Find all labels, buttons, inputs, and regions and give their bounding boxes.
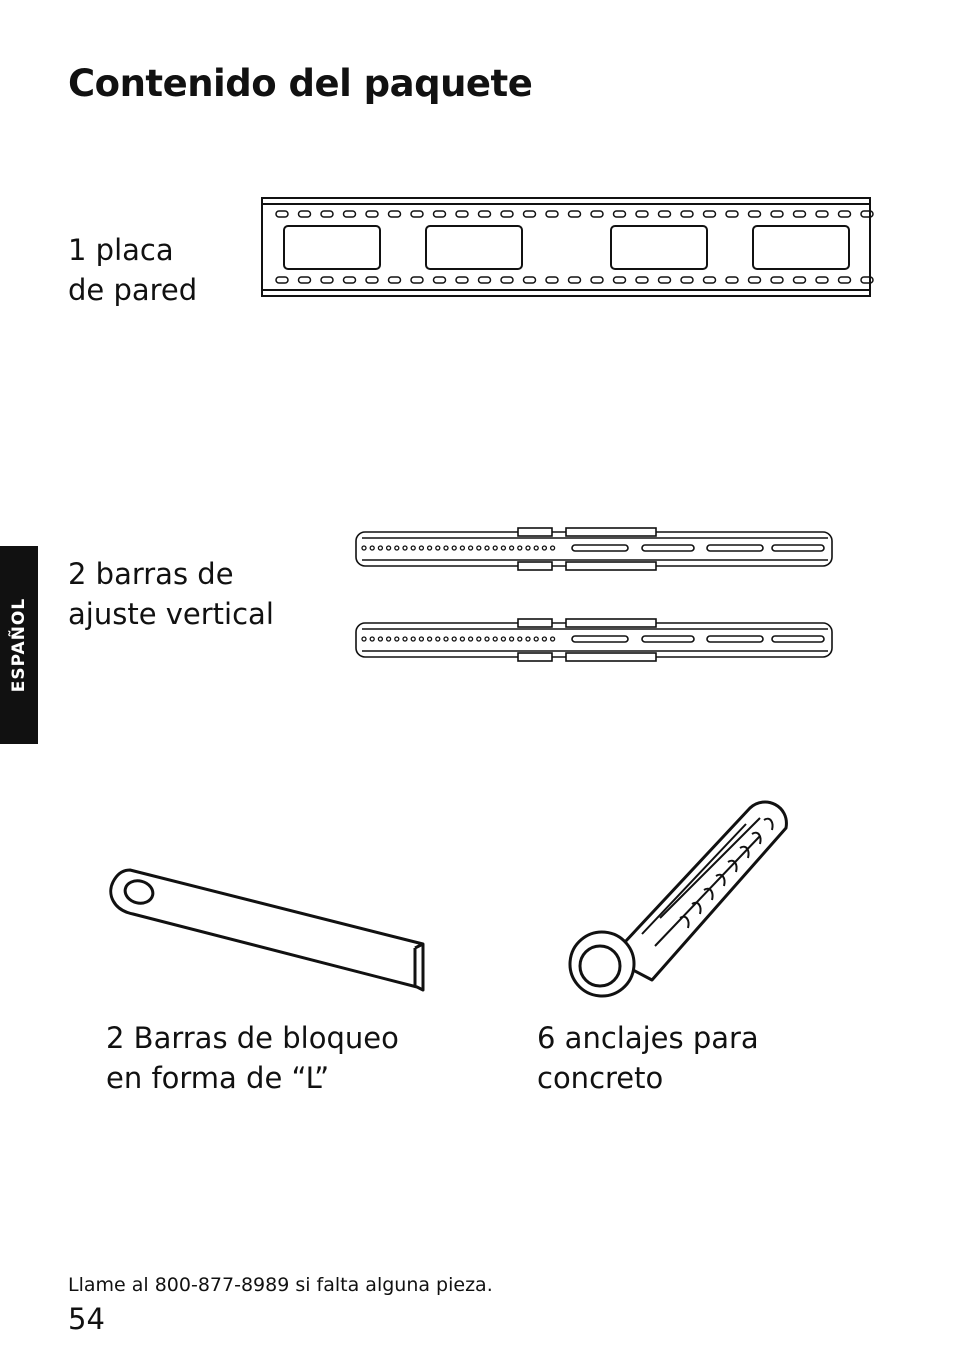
vertical-bar-illustration-1 xyxy=(352,526,836,572)
wall-plate-label xyxy=(68,230,197,310)
wall-plate-label-line1: 1 placa xyxy=(68,233,174,267)
l-lock-bar-illustration xyxy=(105,862,435,1002)
l-bars-label-line1: 2 Barras de bloqueo xyxy=(106,1021,399,1055)
vertical-bars-label-line1: 2 barras de xyxy=(68,557,234,591)
vertical-bars-label xyxy=(68,554,274,634)
concrete-anchor-illustration xyxy=(560,788,800,1008)
page-number: 54 xyxy=(68,1302,105,1336)
anchors-label xyxy=(537,1018,759,1098)
wall-plate-illustration xyxy=(258,192,878,302)
l-bars-label-line2: en forma de “L” xyxy=(106,1061,330,1095)
language-label: ESPAÑOL xyxy=(9,597,29,693)
page-title: Contenido del paquete xyxy=(68,62,533,105)
missing-parts-note: Llame al 800-877-8989 si falta alguna pieza. xyxy=(68,1274,493,1296)
vertical-bars-label-line2: ajuste vertical xyxy=(68,597,274,631)
language-side-tab xyxy=(0,546,38,744)
anchors-label-line1: 6 anclajes para xyxy=(537,1021,759,1055)
anchors-label-line2: concreto xyxy=(537,1061,664,1095)
vertical-bar-illustration-2 xyxy=(352,617,836,663)
l-bars-label xyxy=(106,1018,399,1098)
wall-plate-label-line2: de pared xyxy=(68,273,198,307)
